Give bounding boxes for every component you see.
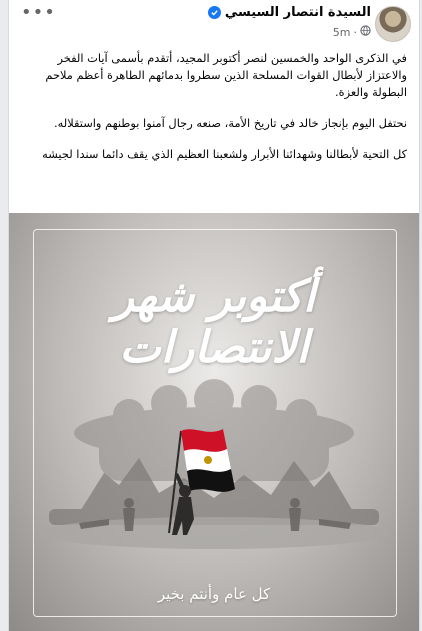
post-meta	[333, 25, 371, 39]
post-paragraph-1: في الذكرى الواحد والخمسين لنصر أكتوبر المجيد، أتقدم بأسمى آيات الفخر والاعتزاز لأبطال القوات المسلحة الذين سطروا بدمائهم الطاهرة أعظم ملاحم البطولة والعزة.	[45, 51, 407, 99]
verified-badge-icon	[208, 6, 221, 19]
poster-footer: كل عام وأنتم بخير	[157, 585, 271, 603]
author-row	[208, 5, 371, 20]
post-image[interactable]	[9, 213, 419, 631]
post-time[interactable]: 5m	[332, 25, 351, 39]
poster-title: أكتوبر شهر الانتصارات	[112, 271, 316, 373]
post-header	[9, 0, 419, 48]
post-card	[8, 0, 420, 631]
post-paragraph-3: كل التحية لأبطالنا وشهدائنا الأبرار ولشعبنا العظيم الذي يقف دائما سندا لجيشه	[42, 147, 407, 161]
more-options-icon[interactable]: •••	[21, 2, 56, 23]
eagle-emblem	[204, 456, 212, 464]
post-text	[19, 50, 407, 177]
post-paragraph-2: نحتفل اليوم بإنجاز خالد في تاريخ الأمة، صنعه رجال آمنوا بوطنهم واستقلاله.	[54, 116, 407, 130]
author-name[interactable]: السيدة انتصار السيسي	[224, 5, 371, 20]
globe-icon[interactable]	[360, 25, 371, 39]
soldiers-flag-illustration	[9, 363, 419, 593]
meta-separator: ·	[353, 25, 357, 39]
avatar[interactable]	[375, 6, 411, 42]
